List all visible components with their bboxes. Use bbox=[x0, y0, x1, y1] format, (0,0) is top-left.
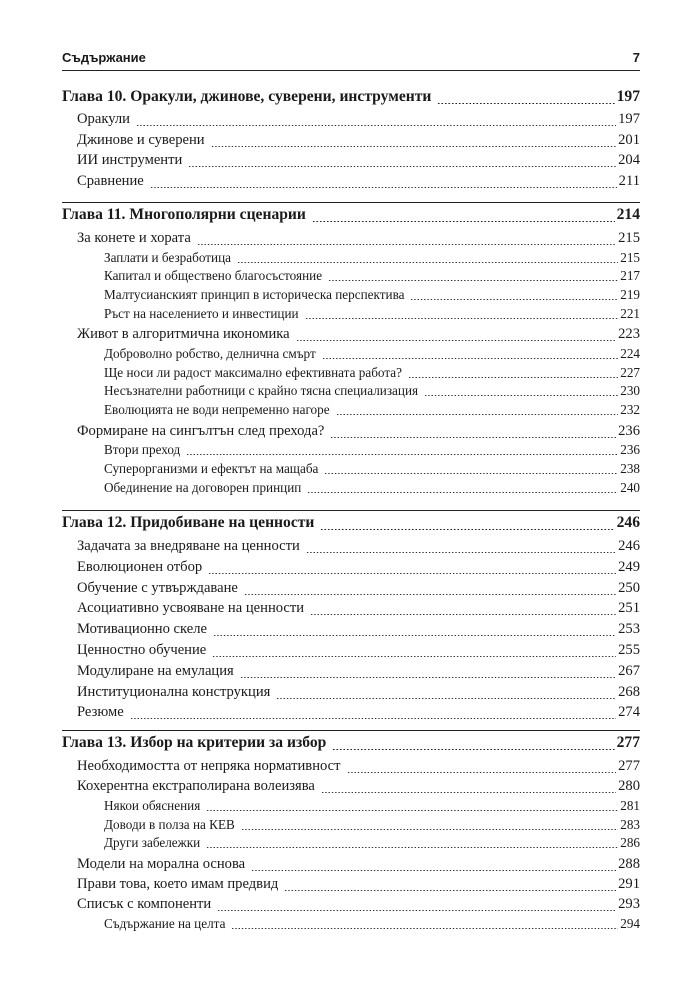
toc-entry-title: Сравнение bbox=[77, 172, 144, 189]
toc-subsection-row[interactable] bbox=[104, 817, 640, 834]
toc-page-number: 267 bbox=[618, 662, 640, 679]
chapter-divider bbox=[62, 70, 640, 71]
toc-section-row[interactable] bbox=[77, 326, 640, 345]
toc-section-row[interactable] bbox=[77, 704, 640, 723]
dot-leader bbox=[321, 792, 616, 793]
toc-page-number: 293 bbox=[618, 896, 640, 913]
toc-page-number: 246 bbox=[618, 538, 640, 554]
dot-leader bbox=[437, 103, 614, 104]
toc-subsection-row[interactable] bbox=[104, 402, 640, 419]
toc-page-number: 230 bbox=[620, 383, 640, 399]
toc-entry-title: Глава 13. Избор на критерии за избор bbox=[62, 734, 327, 751]
toc-entry-title: Доброволно робство, делнична смърт bbox=[104, 346, 316, 361]
toc-entry-title: Еволюцията не води непременно нагоре bbox=[104, 402, 330, 418]
running-head-title: Съдържание bbox=[62, 50, 146, 65]
toc-section-row[interactable] bbox=[77, 423, 640, 442]
toc-page-number: 246 bbox=[616, 514, 640, 531]
dot-leader bbox=[312, 221, 615, 222]
toc-page-number: 215 bbox=[620, 249, 640, 265]
toc-subsection-row[interactable] bbox=[104, 383, 640, 400]
dot-leader bbox=[240, 677, 616, 678]
page-number: 7 bbox=[632, 50, 640, 65]
toc-entry-title: Списък с компоненти bbox=[77, 896, 212, 913]
dot-leader bbox=[330, 437, 616, 438]
toc-section-row[interactable] bbox=[77, 642, 640, 661]
dot-leader bbox=[212, 656, 616, 657]
toc-page-number: 219 bbox=[620, 287, 640, 303]
toc-page-number: 240 bbox=[620, 479, 640, 495]
toc-chapter-row[interactable] bbox=[62, 514, 640, 534]
toc-entry-title: Асоциативно усвояване на ценности bbox=[77, 600, 305, 617]
toc-section-row[interactable] bbox=[77, 580, 640, 599]
toc-subsection-row[interactable] bbox=[104, 798, 640, 815]
toc-subsection-row[interactable] bbox=[104, 461, 640, 478]
toc-section-row[interactable] bbox=[77, 876, 640, 895]
toc-page-number: 274 bbox=[618, 704, 640, 721]
toc-entry-title: Прави това, което имам предвид bbox=[77, 876, 279, 892]
chapter-divider bbox=[62, 510, 640, 511]
toc-section-row[interactable] bbox=[77, 230, 640, 249]
toc-section-row[interactable] bbox=[77, 132, 640, 151]
toc-page-number: 250 bbox=[618, 579, 640, 596]
dot-leader bbox=[296, 340, 616, 341]
dot-leader bbox=[328, 280, 618, 281]
toc-page-number: 288 bbox=[618, 855, 640, 872]
toc-page-number: 211 bbox=[618, 172, 640, 189]
toc-page-number: 280 bbox=[618, 778, 640, 795]
toc-subsection-row[interactable] bbox=[104, 346, 640, 363]
toc-entry-title: За конете и хората bbox=[77, 230, 191, 246]
toc-page-number: 204 bbox=[618, 152, 640, 168]
toc-page-number: 251 bbox=[618, 600, 640, 617]
dot-leader bbox=[424, 395, 618, 396]
toc-entry-title: Втори преход bbox=[104, 442, 181, 458]
toc-entry-title: Глава 11. Многополярни сценарии bbox=[62, 206, 306, 223]
toc-chapter-row[interactable] bbox=[62, 88, 640, 108]
toc-entry-title: Други забележки bbox=[104, 835, 201, 851]
toc-page-number: 286 bbox=[620, 835, 640, 851]
dot-leader bbox=[251, 870, 616, 871]
dot-leader bbox=[332, 749, 614, 750]
toc-entry-title: Мотивационно скеле bbox=[77, 621, 208, 638]
dot-leader bbox=[310, 614, 616, 615]
toc-page-number: 221 bbox=[620, 305, 640, 321]
toc-section-row[interactable] bbox=[77, 663, 640, 682]
toc-entry-title: Ценностно обучение bbox=[77, 642, 207, 658]
dot-leader bbox=[208, 573, 616, 574]
toc-page-number: 294 bbox=[620, 916, 640, 931]
toc-section-row[interactable] bbox=[77, 856, 640, 875]
chapter-divider bbox=[62, 730, 640, 731]
dot-leader bbox=[217, 910, 616, 911]
toc-entry-title: Формиране на сингълтън след прехода? bbox=[77, 422, 325, 439]
toc-entry-title: Живот в алгоритмична икономика bbox=[77, 326, 290, 343]
toc-entry-title: Необходимостта от непряка нормативност bbox=[77, 758, 341, 774]
dot-leader bbox=[231, 928, 618, 929]
toc-subsection-row[interactable] bbox=[104, 365, 640, 382]
toc-subsection-row[interactable] bbox=[104, 287, 640, 304]
toc-entry-title: Съдържание на целта bbox=[104, 916, 226, 931]
dot-leader bbox=[324, 473, 618, 474]
dot-leader bbox=[186, 454, 618, 455]
toc-page-number: 253 bbox=[618, 621, 640, 638]
toc-section-row[interactable] bbox=[77, 896, 640, 915]
toc-section-row[interactable] bbox=[77, 559, 640, 578]
toc-entry-title: Глава 12. Придобиване на ценности bbox=[62, 514, 315, 531]
dot-leader bbox=[241, 829, 618, 830]
toc-entry-title: Институционална конструкция bbox=[77, 683, 271, 700]
toc-entry-title: Капитал и обществено благосъстояние bbox=[104, 268, 323, 284]
toc-subsection-row[interactable] bbox=[104, 306, 640, 323]
dot-leader bbox=[408, 377, 618, 378]
dot-leader bbox=[244, 594, 616, 595]
toc-page-number: 281 bbox=[620, 798, 640, 813]
toc-page-number: 255 bbox=[618, 642, 640, 658]
toc-page-number: 291 bbox=[618, 876, 640, 892]
toc-entry-title: Модели на морална основа bbox=[77, 855, 246, 872]
toc-entry-title: Някои обяснения bbox=[104, 798, 201, 813]
toc-chapter-row[interactable] bbox=[62, 734, 640, 754]
toc-entry-title: Ръст на населението и инвестиции bbox=[104, 305, 299, 321]
toc-page-number: 236 bbox=[618, 422, 640, 439]
toc-entry-title: Оракули bbox=[77, 111, 130, 127]
toc-section-row[interactable] bbox=[77, 684, 640, 703]
dot-leader bbox=[237, 262, 618, 263]
toc-entry-title: Заплати и безработица bbox=[104, 249, 231, 265]
toc-section-row[interactable] bbox=[77, 600, 640, 619]
toc-page-number: 236 bbox=[620, 442, 640, 458]
dot-leader bbox=[213, 635, 616, 636]
toc-page-number: 249 bbox=[618, 558, 640, 575]
toc-page-number: 277 bbox=[616, 734, 640, 751]
toc-subsection-row[interactable] bbox=[104, 835, 640, 852]
toc-page-number: 268 bbox=[618, 683, 640, 700]
dot-leader bbox=[136, 125, 616, 126]
dot-leader bbox=[336, 414, 619, 415]
toc-page-number: 238 bbox=[620, 461, 640, 476]
toc-entry-title: Глава 10. Оракули, джинове, суверени, инструменти bbox=[62, 88, 432, 105]
chapter-divider bbox=[62, 202, 640, 203]
toc-entry-title: Несъзнателни работници с крайно тясна специализация bbox=[104, 383, 419, 399]
toc-entry-title: Модулиране на емулация bbox=[77, 662, 234, 679]
toc-entry-title: Суперорганизми и ефектът на мащаба bbox=[104, 461, 319, 476]
toc-subsection-row[interactable] bbox=[104, 268, 640, 285]
dot-leader bbox=[322, 358, 619, 359]
dot-leader bbox=[307, 492, 618, 493]
dot-leader bbox=[197, 244, 616, 245]
toc-section-row[interactable] bbox=[77, 111, 640, 130]
dot-leader bbox=[305, 318, 619, 319]
dot-leader bbox=[206, 810, 618, 811]
toc-entry-title: Обединение на договорен принцип bbox=[104, 479, 302, 495]
toc-subsection-row[interactable] bbox=[104, 480, 640, 497]
toc-page-number: 215 bbox=[618, 230, 640, 246]
toc-page-number: 227 bbox=[620, 364, 640, 380]
dot-leader bbox=[306, 552, 616, 553]
toc-entry-title: Ще носи ли радост максимално ефективната работа? bbox=[104, 364, 402, 380]
toc-chapter-row[interactable] bbox=[62, 206, 640, 226]
toc-section-row[interactable] bbox=[77, 152, 640, 171]
dot-leader bbox=[150, 187, 617, 188]
toc-entry-title: Еволюционен отбор bbox=[77, 558, 203, 575]
toc-page-number: 232 bbox=[620, 402, 640, 418]
toc-entry-title: Задачата за внедряване на ценности bbox=[77, 538, 300, 554]
dot-leader bbox=[211, 146, 617, 147]
running-head bbox=[62, 50, 640, 70]
toc-page-number: 223 bbox=[618, 326, 640, 343]
toc-section-row[interactable] bbox=[77, 538, 640, 557]
toc-page-number: 224 bbox=[620, 346, 640, 361]
toc-entry-title: Обучение с утвърждаване bbox=[77, 579, 238, 596]
dot-leader bbox=[284, 890, 616, 891]
toc-entry-title: Кохерентна екстраполирана волеизява bbox=[77, 778, 315, 795]
toc-entry-title: Малтусианският принцип в историческа перспектива bbox=[104, 287, 405, 303]
toc-page-number: 283 bbox=[620, 816, 640, 832]
toc-entry-title: Джинове и суверени bbox=[77, 131, 205, 148]
toc-page-number: 197 bbox=[616, 88, 640, 105]
toc-entry-title: Резюме bbox=[77, 704, 124, 721]
toc-subsection-row[interactable] bbox=[104, 250, 640, 267]
dot-leader bbox=[206, 847, 618, 848]
toc-page-number: 217 bbox=[620, 268, 640, 284]
toc-section-row[interactable] bbox=[77, 621, 640, 640]
dot-leader bbox=[188, 166, 616, 167]
toc-section-row[interactable] bbox=[77, 173, 640, 192]
toc-entry-title: ИИ инструменти bbox=[77, 152, 183, 168]
toc-section-row[interactable] bbox=[77, 758, 640, 777]
toc-section-row[interactable] bbox=[77, 778, 640, 797]
dot-leader bbox=[130, 718, 616, 719]
toc-page-number: 197 bbox=[618, 111, 640, 127]
dot-leader bbox=[276, 698, 616, 699]
toc-page-number: 214 bbox=[616, 206, 640, 223]
toc-page-number: 277 bbox=[618, 758, 640, 774]
toc-subsection-row[interactable] bbox=[104, 916, 640, 933]
dot-leader bbox=[320, 529, 614, 530]
dot-leader bbox=[410, 299, 618, 300]
toc-entry-title: Доводи в полза на КЕВ bbox=[104, 816, 235, 832]
toc-subsection-row[interactable] bbox=[104, 442, 640, 459]
dot-leader bbox=[347, 772, 617, 773]
toc-page-number: 201 bbox=[618, 131, 640, 148]
